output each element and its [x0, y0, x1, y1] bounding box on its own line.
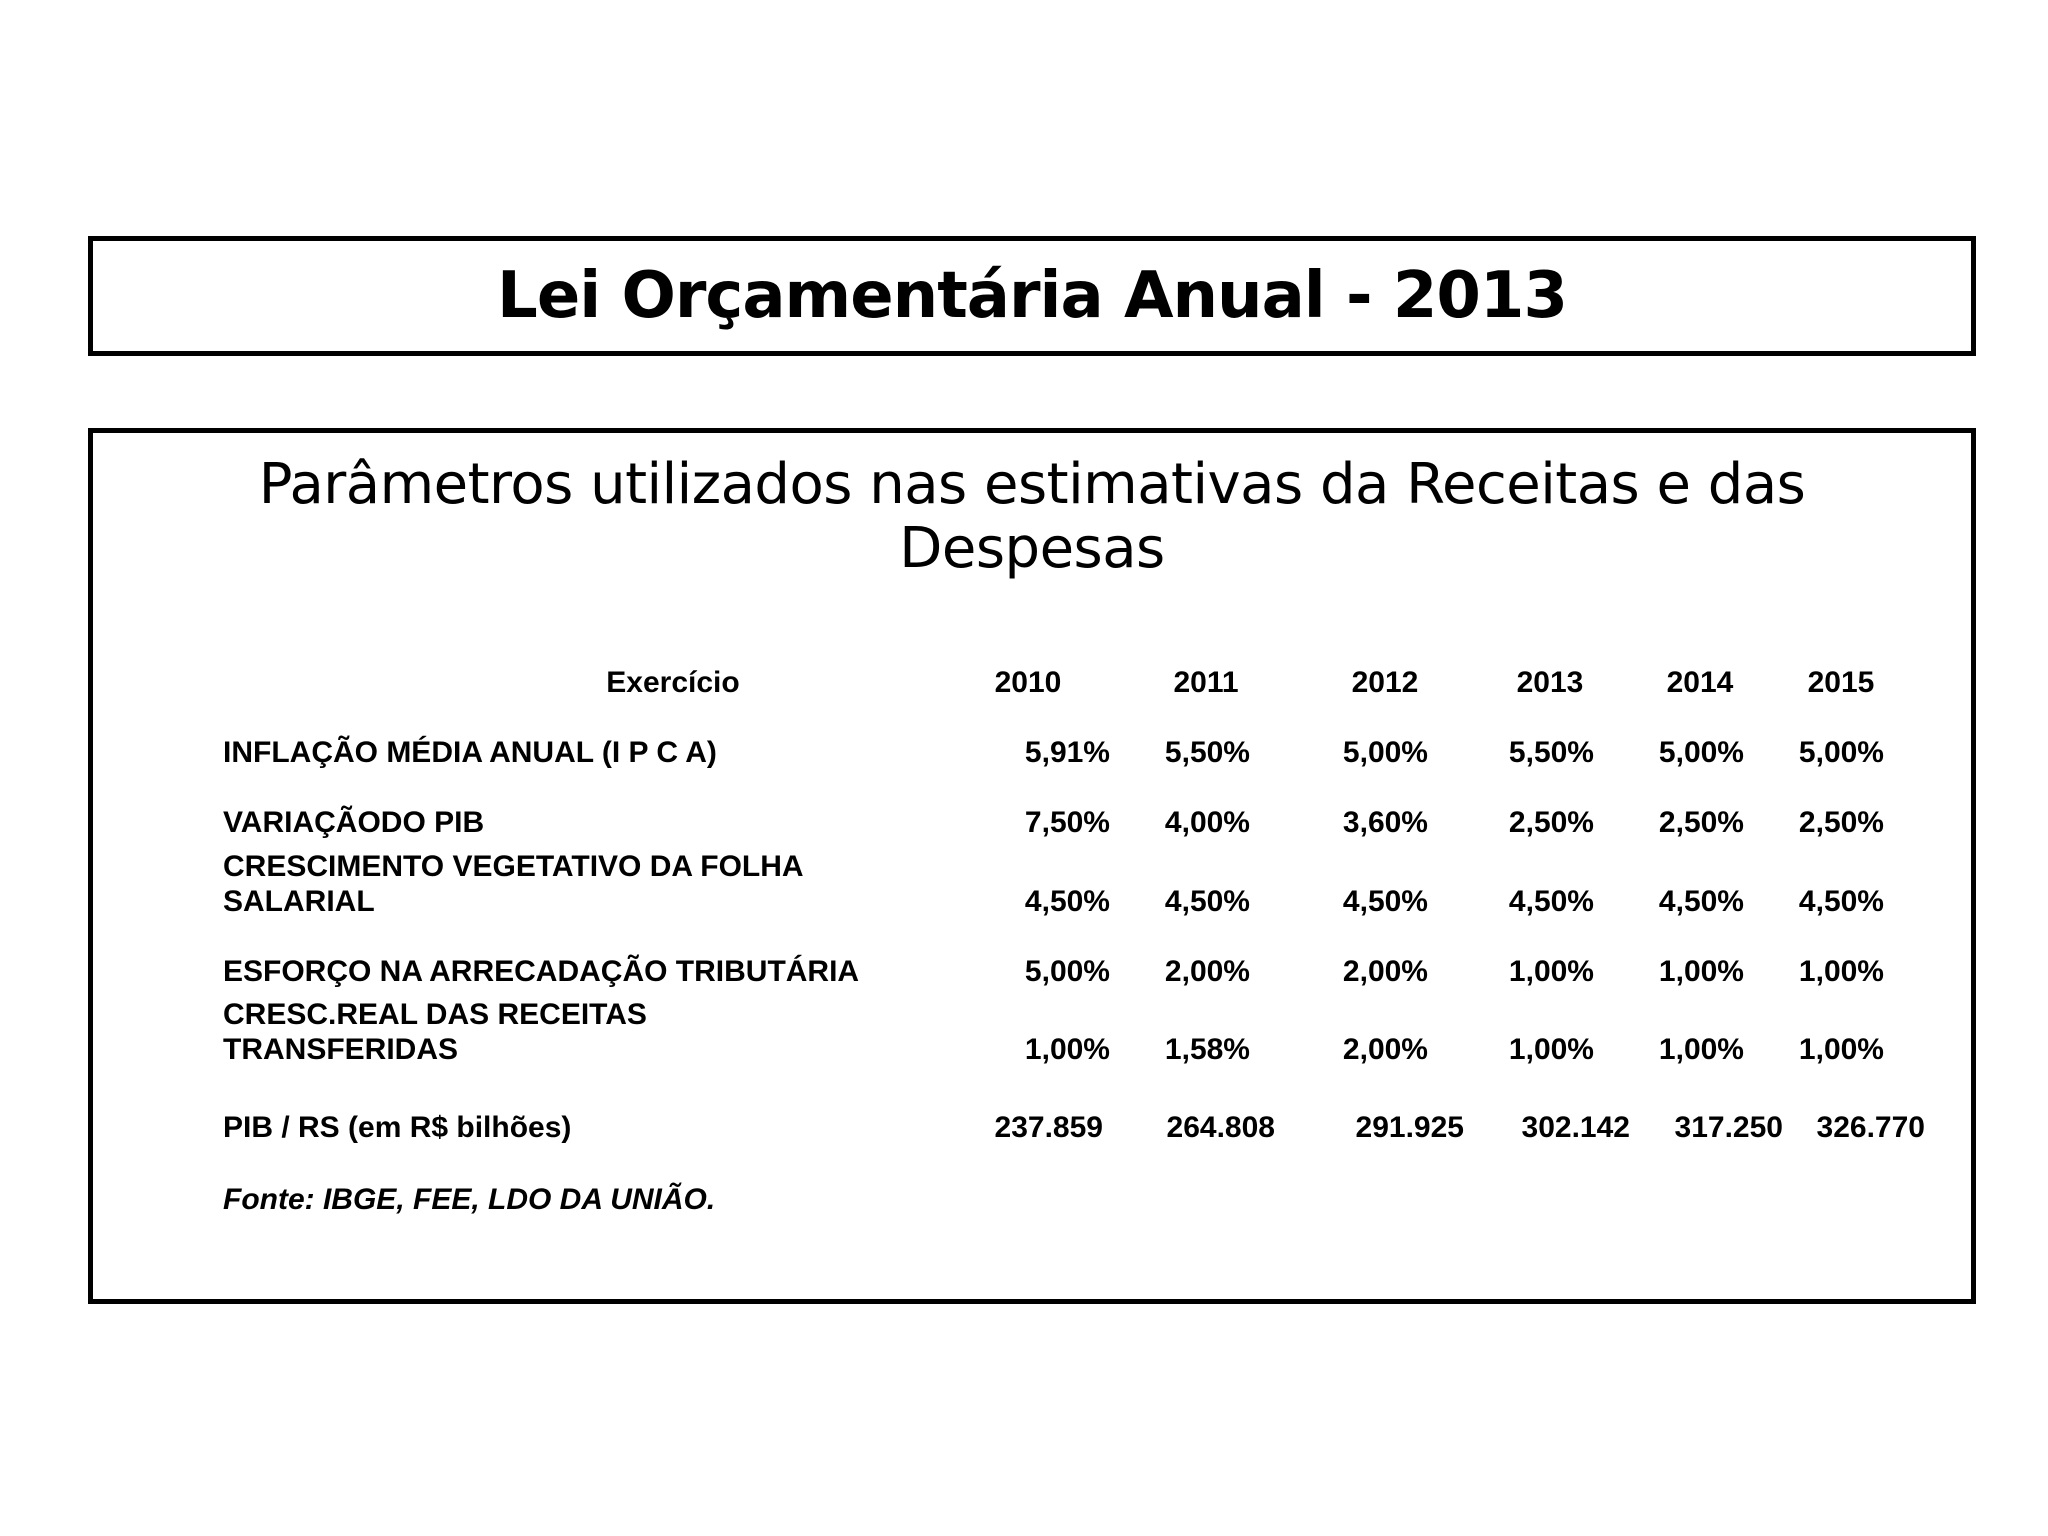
table-cell: 1,00%	[1508, 1033, 1594, 1066]
table-cell: 264.808	[1166, 1111, 1275, 1144]
table-cell: 1,00%	[1798, 955, 1884, 988]
header-year: 2012	[1351, 666, 1419, 699]
table-cell: 1,00%	[1658, 955, 1744, 988]
table-cell: 2,50%	[1508, 806, 1594, 839]
table-cell: 3,60%	[1342, 806, 1428, 839]
table-cell: 5,00%	[1342, 736, 1428, 769]
header-label: Exercício	[606, 666, 740, 699]
table-cell: 4,50%	[1024, 885, 1110, 918]
row-label: VARIAÇÃODO PIB	[223, 806, 485, 839]
table-cell: 4,50%	[1798, 885, 1884, 918]
table-cell: 4,50%	[1342, 885, 1428, 918]
table-cell: 5,00%	[1024, 955, 1110, 988]
table-cell: 5,00%	[1658, 736, 1744, 769]
subtitle-line-2: Despesas	[899, 516, 1165, 581]
table-cell: 5,50%	[1508, 736, 1594, 769]
table-cell: 1,58%	[1164, 1033, 1250, 1066]
table-cell: 2,50%	[1798, 806, 1884, 839]
header-year: 2010	[994, 666, 1062, 699]
table-cell: 302.142	[1521, 1111, 1630, 1144]
title-box	[88, 236, 1976, 356]
table-cell: 1,00%	[1508, 955, 1594, 988]
header-year: 2011	[1173, 666, 1239, 699]
table-cell: 4,00%	[1164, 806, 1250, 839]
table-cell: 5,50%	[1164, 736, 1250, 769]
row-label: CRESC.REAL DAS RECEITAS	[223, 998, 647, 1031]
table-cell: 5,00%	[1798, 736, 1884, 769]
row-label: TRANSFERIDAS	[223, 1033, 459, 1066]
row-label: CRESCIMENTO VEGETATIVO DA FOLHA	[223, 850, 804, 883]
header-year: 2013	[1516, 666, 1584, 699]
subtitle	[93, 453, 1971, 581]
table-cell: 317.250	[1674, 1111, 1783, 1144]
header-year: 2014	[1666, 666, 1734, 699]
table-cell: 326.770	[1816, 1111, 1925, 1144]
table-cell: 4,50%	[1658, 885, 1744, 918]
row-label: ESFORÇO NA ARRECADAÇÃO TRIBUTÁRIA	[223, 955, 860, 988]
table-cell: 1,00%	[1024, 1033, 1110, 1066]
table-cell: 2,00%	[1342, 1033, 1428, 1066]
table-cell: 291.925	[1355, 1111, 1464, 1144]
table-cell: 237.859	[994, 1111, 1103, 1144]
page-title: Lei Orçamentária Anual - 2013	[497, 259, 1567, 333]
table-cell: 2,50%	[1658, 806, 1744, 839]
source-note: Fonte: IBGE, FEE, LDO DA UNIÃO.	[223, 1183, 716, 1216]
subtitle-line-1: Parâmetros utilizados nas estimativas da Receitas e das	[258, 452, 1806, 517]
row-label: INFLAÇÃO MÉDIA ANUAL (I P C A)	[223, 736, 717, 769]
table-cell: 2,00%	[1342, 955, 1428, 988]
header-year: 2015	[1807, 666, 1875, 699]
content-box	[88, 428, 1976, 1304]
table-cell: 5,91%	[1024, 736, 1110, 769]
table-cell: 7,50%	[1024, 806, 1110, 839]
row-label: PIB / RS (em R$ bilhões)	[223, 1111, 572, 1144]
table-cell: 2,00%	[1164, 955, 1250, 988]
table-cell: 4,50%	[1508, 885, 1594, 918]
row-label: SALARIAL	[223, 885, 375, 918]
table-cell: 1,00%	[1658, 1033, 1744, 1066]
table-cell: 1,00%	[1798, 1033, 1884, 1066]
table-cell: 4,50%	[1164, 885, 1250, 918]
